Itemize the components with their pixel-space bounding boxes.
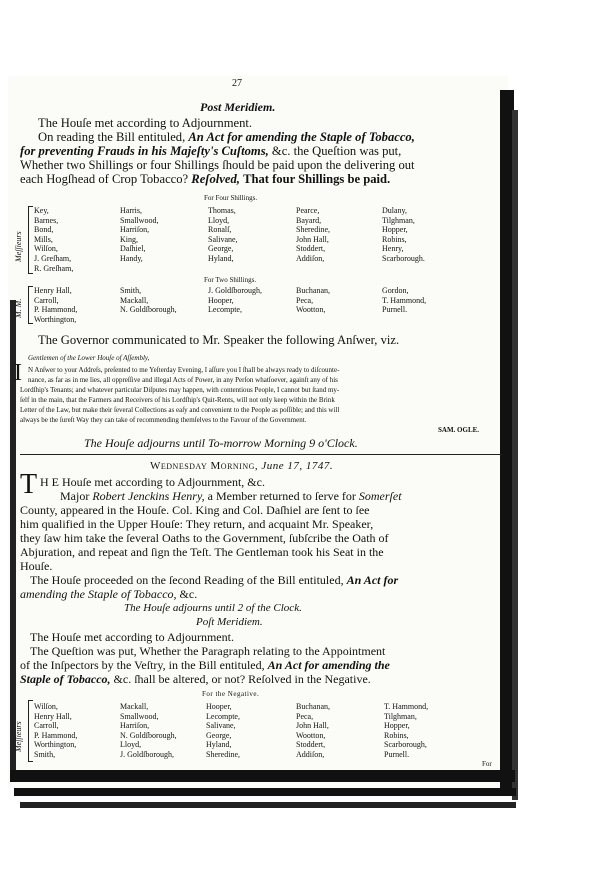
name: Lecompte, — [208, 305, 242, 315]
name: Tilghman, — [382, 215, 415, 225]
name: Lecompte, — [206, 711, 240, 721]
page-edge-shadow — [14, 788, 516, 796]
answer-line: N Anſwer to your Addreſs, preſented to me Yeſterday Evening, I aſſure you I ſhall be always ready to diſcounte- — [28, 366, 340, 374]
vote2-col-2 — [120, 702, 177, 760]
henry-line2 — [60, 489, 402, 503]
vote1-two-col-4 — [296, 286, 330, 315]
name: Wilſon, — [34, 702, 58, 711]
name: J. Goldſborough, — [208, 286, 262, 295]
vote1-two-col-3 — [208, 286, 262, 315]
question-line3 — [20, 672, 371, 686]
name: J. Goldſborough, — [120, 749, 174, 759]
name: King, — [120, 234, 138, 244]
vote1-two-col-5 — [382, 286, 426, 315]
act-title-cont: amending the Staple of Tobacco, — [20, 587, 177, 601]
vote1-two-col-2 — [120, 286, 177, 315]
name: Purnell. — [382, 305, 408, 315]
name: N. Goldſborough, — [120, 305, 177, 315]
catchword: For — [482, 760, 492, 768]
name: Dulany, — [382, 206, 408, 215]
text: &c. ſhall be altered, or not? Reſolved in the Negative. — [113, 672, 371, 686]
side-label-mm: M. M. — [14, 298, 23, 318]
house-met-line: The Houſe met according to Adjournment. — [38, 116, 253, 130]
text: of the Inſpectors by the Veſtry, in the Bill entituled, — [20, 658, 265, 672]
act-title: An Act for amending the Staple of Tobacco, — [188, 130, 415, 144]
post-meridiem-heading: Post Meridiem. — [200, 100, 276, 114]
text: a Member returned to ſerve for — [207, 489, 356, 503]
name: Worthington, — [34, 314, 77, 324]
name: T. Hammond, — [382, 295, 427, 305]
name: Scarborough, — [384, 740, 427, 750]
name: Sheredine, — [296, 225, 330, 235]
name: Smith, — [120, 286, 142, 295]
adjourn-line-1: The Houſe adjourns until To-morrow Morning 9 o'Clock. — [84, 436, 358, 450]
governor-line: The Governor communicated to Mr. Speaker the following Anſwer, viz. — [38, 333, 400, 347]
section-rule — [20, 454, 502, 455]
county-name: Somerſet — [358, 489, 402, 503]
name: Carroll, — [34, 721, 59, 731]
act-title: An Act for amending the — [267, 658, 390, 672]
name: Handy, — [120, 253, 143, 263]
vote1-four-col-1 — [34, 206, 73, 273]
answer-line: Letter of the Law, but make their ſeveral Collections as eaſy and convenient to the People as poſſible; and this will — [20, 406, 340, 414]
act-title-cont: Staple of Tobacco, — [20, 672, 111, 686]
name: Addiſon, — [296, 749, 325, 759]
page-number: 27 — [232, 78, 242, 89]
vote1-four-col-2 — [120, 206, 158, 264]
name: Tilghman, — [384, 711, 417, 721]
vote2-col-5 — [384, 702, 428, 760]
reading-bill-line2 — [20, 144, 401, 158]
reading-bill-line4 — [20, 172, 390, 186]
name: Salivane, — [206, 721, 236, 731]
name: Harriſon, — [120, 721, 150, 731]
page-edge-shadow — [512, 110, 518, 800]
name: Mackall, — [120, 295, 149, 305]
name: Robins, — [384, 730, 409, 740]
name: Lloyd, — [120, 740, 142, 750]
resolution-text: That four Shillings be paid. — [243, 172, 391, 186]
adjourn-line-2: The Houſe adjourns until 2 of the Clock. — [124, 602, 302, 614]
henry-line5: they ſaw him take the ſeveral Oaths to the Government, ſubſcribe the Oath of — [20, 531, 389, 545]
vote1-two-col-1 — [34, 286, 77, 324]
answer-line: nance, as far as in me lies, all oppreſſive and illegal Acts of Power, in any Perſon whatſoever, againſt any of his — [28, 376, 338, 384]
act-title: An Act for — [346, 573, 399, 587]
act-title-cont: for preventing Frauds in his Majeſty's Cuſtoms, — [20, 144, 269, 158]
henry-line6: Abjuration, and repeat and ſign the Teſt. The Gentleman took his Seat in the — [20, 545, 384, 559]
bracket — [28, 700, 33, 762]
text: &c. — [179, 587, 198, 601]
text: The Houſe proceeded on the ſecond Reading of the Bill entituled, — [30, 573, 344, 587]
name: Stoddert, — [296, 244, 326, 254]
name: Stoddert, — [296, 740, 326, 750]
name: Daſhiel, — [120, 244, 146, 254]
name: Barnes, — [34, 215, 59, 225]
reading-bill-rest: &c. the Queſtion was put, — [271, 144, 402, 158]
second-reading-line1 — [30, 573, 398, 587]
name: Mills, — [34, 234, 53, 244]
signature: SAM. OGLE. — [438, 426, 480, 434]
reading-bill-line1 — [38, 130, 498, 144]
henry-line1: H E Houſe met according to Adjournment, &c. — [40, 475, 265, 489]
member-name: Robert Jenckins Henry, — [92, 489, 205, 503]
vote2-col-3 — [206, 702, 240, 760]
name: Thomas, — [208, 206, 236, 215]
vote1-four-col-4 — [296, 206, 330, 264]
henry-line7: Houſe. — [20, 559, 53, 573]
name: Hyland, — [208, 253, 234, 263]
name: Wootton, — [296, 305, 326, 315]
name: Carroll, — [34, 295, 59, 305]
name: Gordon, — [382, 286, 409, 295]
name: Peca, — [296, 295, 314, 305]
name: Wilſon, — [34, 244, 58, 254]
vote1-four-col-5 — [382, 206, 425, 264]
name: Sheredine, — [206, 749, 240, 759]
name: Lloyd, — [208, 215, 230, 225]
name: Wootton, — [296, 730, 326, 740]
answer-line: ſelf in the main, that the Farmers and Receivers of his Lordſhip's Quit-Rents, will not only keep within the Brink — [20, 396, 335, 404]
vote-header-two: For Two Shillings. — [204, 276, 257, 284]
name: J. Greſham, — [34, 253, 72, 263]
name: Pearce, — [296, 206, 320, 215]
name: Hooper, — [208, 295, 234, 305]
vote-header-negative: For the Negative. — [202, 690, 260, 698]
house-met-line-2: The Houſe met according to Adjournment. — [30, 630, 234, 644]
name: P. Hammond, — [34, 730, 78, 740]
name: Worthington, — [34, 740, 77, 750]
vote-header-four: For Four Shillings. — [204, 194, 258, 202]
name: R. Greſham, — [34, 263, 74, 273]
resolved-word: Reſolved, — [191, 172, 240, 186]
name: Buchanan, — [296, 702, 330, 711]
name: Bayard, — [296, 215, 322, 225]
name: Henry, — [382, 244, 404, 254]
name: John Hall, — [296, 234, 329, 244]
name: George, — [206, 730, 232, 740]
page-edge-shadow — [10, 770, 515, 782]
vote1-four-col-3 — [208, 206, 238, 264]
name: N. Goldſborough, — [120, 730, 177, 740]
name: Bond, — [34, 225, 54, 235]
name: Salivane, — [208, 234, 238, 244]
henry-line3: County, appeared in the Houſe. Col. King and Col. Daſhiel are ſent to ſee — [20, 503, 370, 517]
name: Addiſon, — [296, 253, 325, 263]
question-line1: The Queſtion was put, Whether the Paragraph relating to the Appointment — [30, 644, 386, 658]
name: Mackall, — [120, 702, 149, 711]
vote2-col-1 — [34, 702, 77, 760]
page-edge-shadow — [20, 802, 516, 808]
date-day: Wedneſday Morning, — [150, 460, 259, 472]
answer-line: always be the ſureſt Way they can take of recommending themſelves to the Favour of the Government. — [20, 416, 307, 424]
drop-cap-i: I — [14, 360, 22, 386]
drop-cap-t: T — [20, 469, 38, 500]
name: Hooper, — [206, 702, 232, 711]
second-reading-line2 — [20, 587, 197, 601]
henry-line4: him qualified in the Upper Houſe: They return, and acquaint Mr. Speaker, — [20, 517, 374, 531]
name: Purnell. — [384, 749, 410, 759]
name: Smallwood, — [120, 215, 159, 225]
name: T. Hammond, — [384, 702, 429, 711]
text: Major — [60, 489, 90, 503]
name: Hopper, — [382, 225, 408, 235]
date-italic: June 17, 1747. — [261, 460, 334, 472]
name: P. Hammond, — [34, 305, 78, 315]
name: Harriſon, — [120, 225, 150, 235]
name: Henry Hall, — [34, 711, 72, 721]
vote2-col-4 — [296, 702, 330, 760]
name: Hopper, — [384, 721, 410, 731]
question-line2 — [20, 658, 390, 672]
name: Hyland, — [206, 740, 232, 750]
bracket — [28, 286, 33, 324]
name: Peca, — [296, 711, 314, 721]
name: Scarborough. — [382, 253, 425, 263]
reading-bill-line3: Whether two Shillings or four Shillings ſhould be paid upon the delivering out — [20, 158, 415, 172]
gentlemen-salutation: Gentlemen of the Lower Houſe of Aſſembly, — [28, 354, 150, 362]
name: Smallwood, — [120, 711, 159, 721]
name: George, — [208, 244, 234, 254]
name: Ronalſ, — [208, 225, 232, 235]
name: John Hall, — [296, 721, 329, 731]
answer-line: Lordſhip's Tenants; and whatever particular Diſputes may happen, with contentious People, I cannot but ſtand my- — [20, 386, 340, 394]
side-label-messieurs: Meſſieurs — [14, 231, 23, 262]
post-meridiem-heading-2: Poſt Meridiem. — [196, 616, 263, 628]
name: Robins, — [382, 234, 407, 244]
question-text: each Hogſhead of Crop Tobacco? — [20, 172, 189, 186]
name: Key, — [34, 206, 49, 215]
side-label-messieurs-2: Meſſieurs — [14, 721, 23, 752]
date-line — [150, 460, 333, 473]
name: Smith, — [34, 749, 56, 759]
name: Henry Hall, — [34, 286, 72, 295]
bracket — [28, 206, 33, 274]
name: Harris, — [120, 206, 142, 215]
name: Buchanan, — [296, 286, 330, 295]
reading-bill-prefix: On reading the Bill entituled, — [38, 130, 186, 144]
